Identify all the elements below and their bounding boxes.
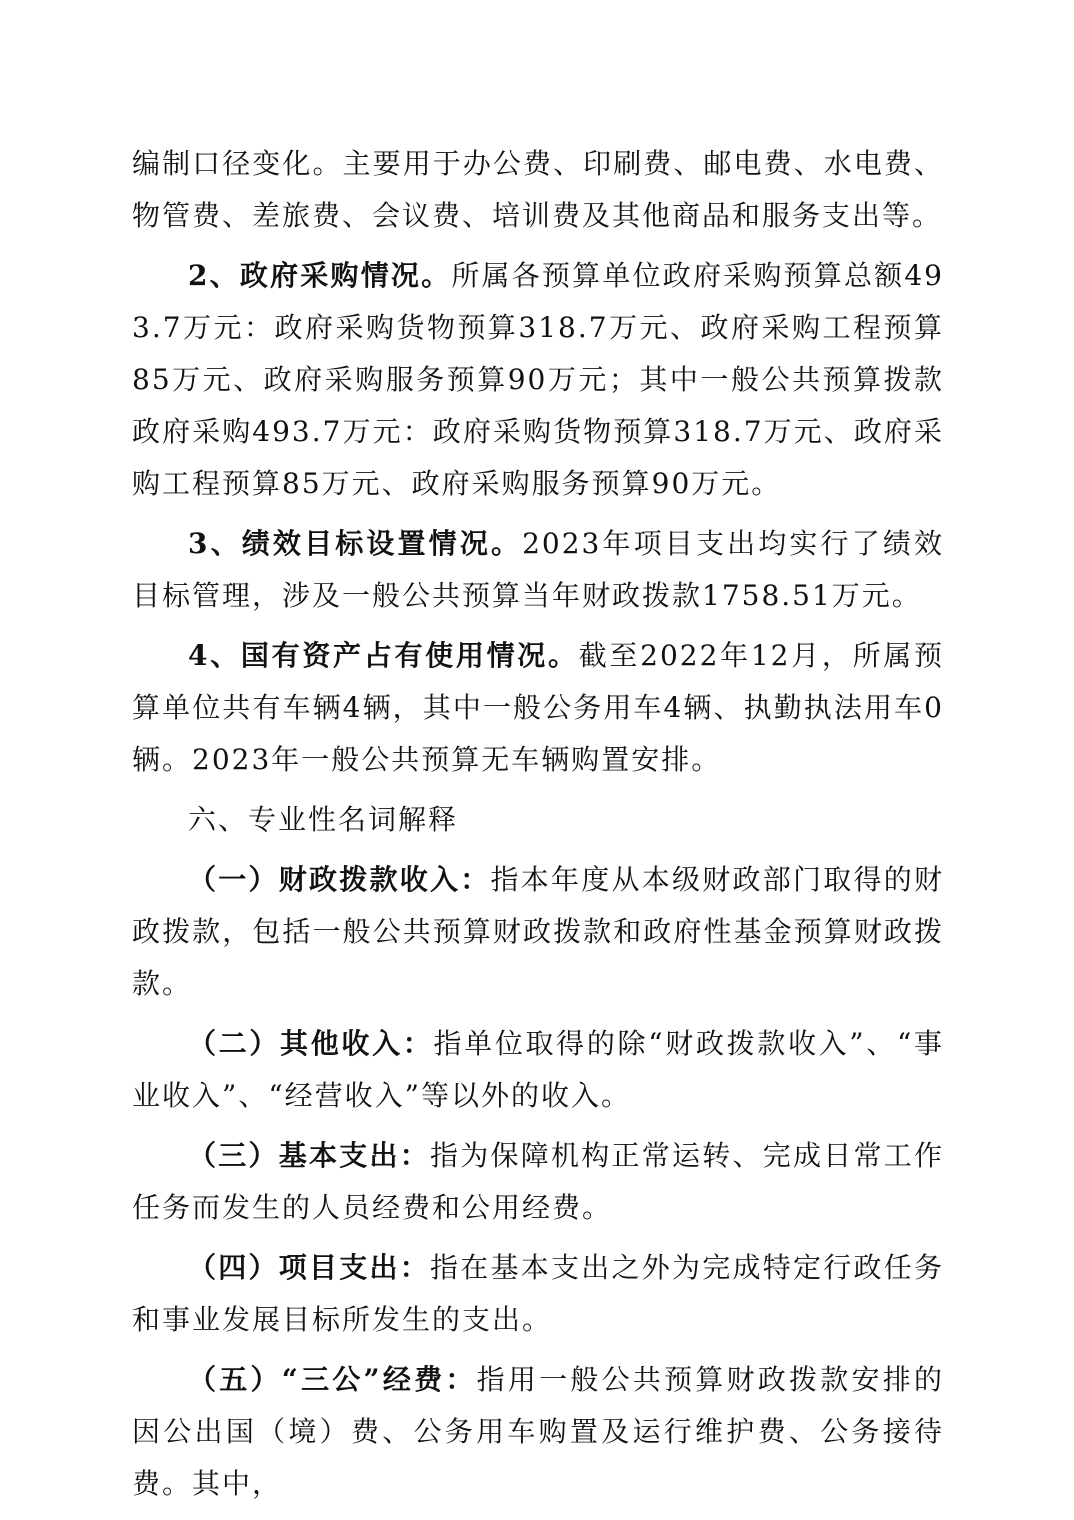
term-definition: 指单位取得的除“财政拨款收入”、“事业收入”、“经营收入”等以外的收入。 bbox=[132, 1027, 944, 1112]
term-definition: 指本年度从本级财政部门取得的财政拨款，包括一般公共预算财政拨款和政府性基金预算财政拨款。 bbox=[132, 863, 944, 1000]
term-basic-expenditure bbox=[132, 1130, 944, 1234]
term-fiscal-appropriation-income bbox=[132, 854, 944, 1010]
document-body bbox=[132, 138, 944, 1518]
term-definition: 指为保障机构正常运转、完成日常工作任务而发生的人员经费和公用经费。 bbox=[132, 1139, 944, 1224]
paragraph-government-procurement bbox=[132, 250, 944, 510]
term-other-income bbox=[132, 1018, 944, 1122]
paragraph-text: 截至2022年12月，所属预算单位共有车辆4辆，其中一般公务用车4辆、执勤执法用车0辆。2023年一般公共预算无车辆购置安排。 bbox=[132, 639, 944, 776]
paragraph-heading: 3、绩效目标设置情况。 bbox=[188, 527, 523, 560]
section-title-text: 六、专业性名词解释 bbox=[188, 803, 459, 836]
paragraph-text: 2023年项目支出均实行了绩效目标管理，涉及一般公共预算当年财政拨款1758.51万元。 bbox=[132, 527, 944, 612]
paragraph-performance-targets bbox=[132, 518, 944, 622]
term-heading: （五）“三公”经费： bbox=[188, 1363, 477, 1396]
paragraph-state-assets bbox=[132, 630, 944, 786]
term-heading: （四）项目支出： bbox=[188, 1251, 430, 1284]
term-heading: （三）基本支出： bbox=[188, 1139, 430, 1172]
paragraph-office-expenses bbox=[132, 138, 944, 242]
term-heading: （二）其他收入： bbox=[188, 1027, 434, 1060]
term-heading: （一）财政拨款收入： bbox=[188, 863, 491, 896]
paragraph-text: 所属各预算单位政府采购预算总额493.7万元：政府采购货物预算318.7万元、政府采购工程预算85万元、政府采购服务预算90万元；其中一般公共预算拨款政府采购493.7万元：政府采购货物预算318.7万元、政府采购工程预算85万元、政府采购服务预算90万元。 bbox=[132, 259, 944, 500]
term-definition: 指在基本支出之外为完成特定行政任务和事业发展目标所发生的支出。 bbox=[132, 1251, 944, 1336]
paragraph-heading: 4、国有资产占有使用情况。 bbox=[188, 639, 579, 672]
term-definition: 指用一般公共预算财政拨款安排的因公出国（境）费、公务用车购置及运行维护费、公务接待费。其中， bbox=[132, 1363, 944, 1500]
term-three-public-expenses bbox=[132, 1354, 944, 1510]
paragraph-text: 编制口径变化。主要用于办公费、印刷费、邮电费、水电费、物管费、差旅费、会议费、培训费及其他商品和服务支出等。 bbox=[132, 147, 944, 232]
section-title-glossary bbox=[132, 794, 944, 846]
term-project-expenditure bbox=[132, 1242, 944, 1346]
paragraph-heading: 2、政府采购情况。 bbox=[188, 259, 452, 292]
